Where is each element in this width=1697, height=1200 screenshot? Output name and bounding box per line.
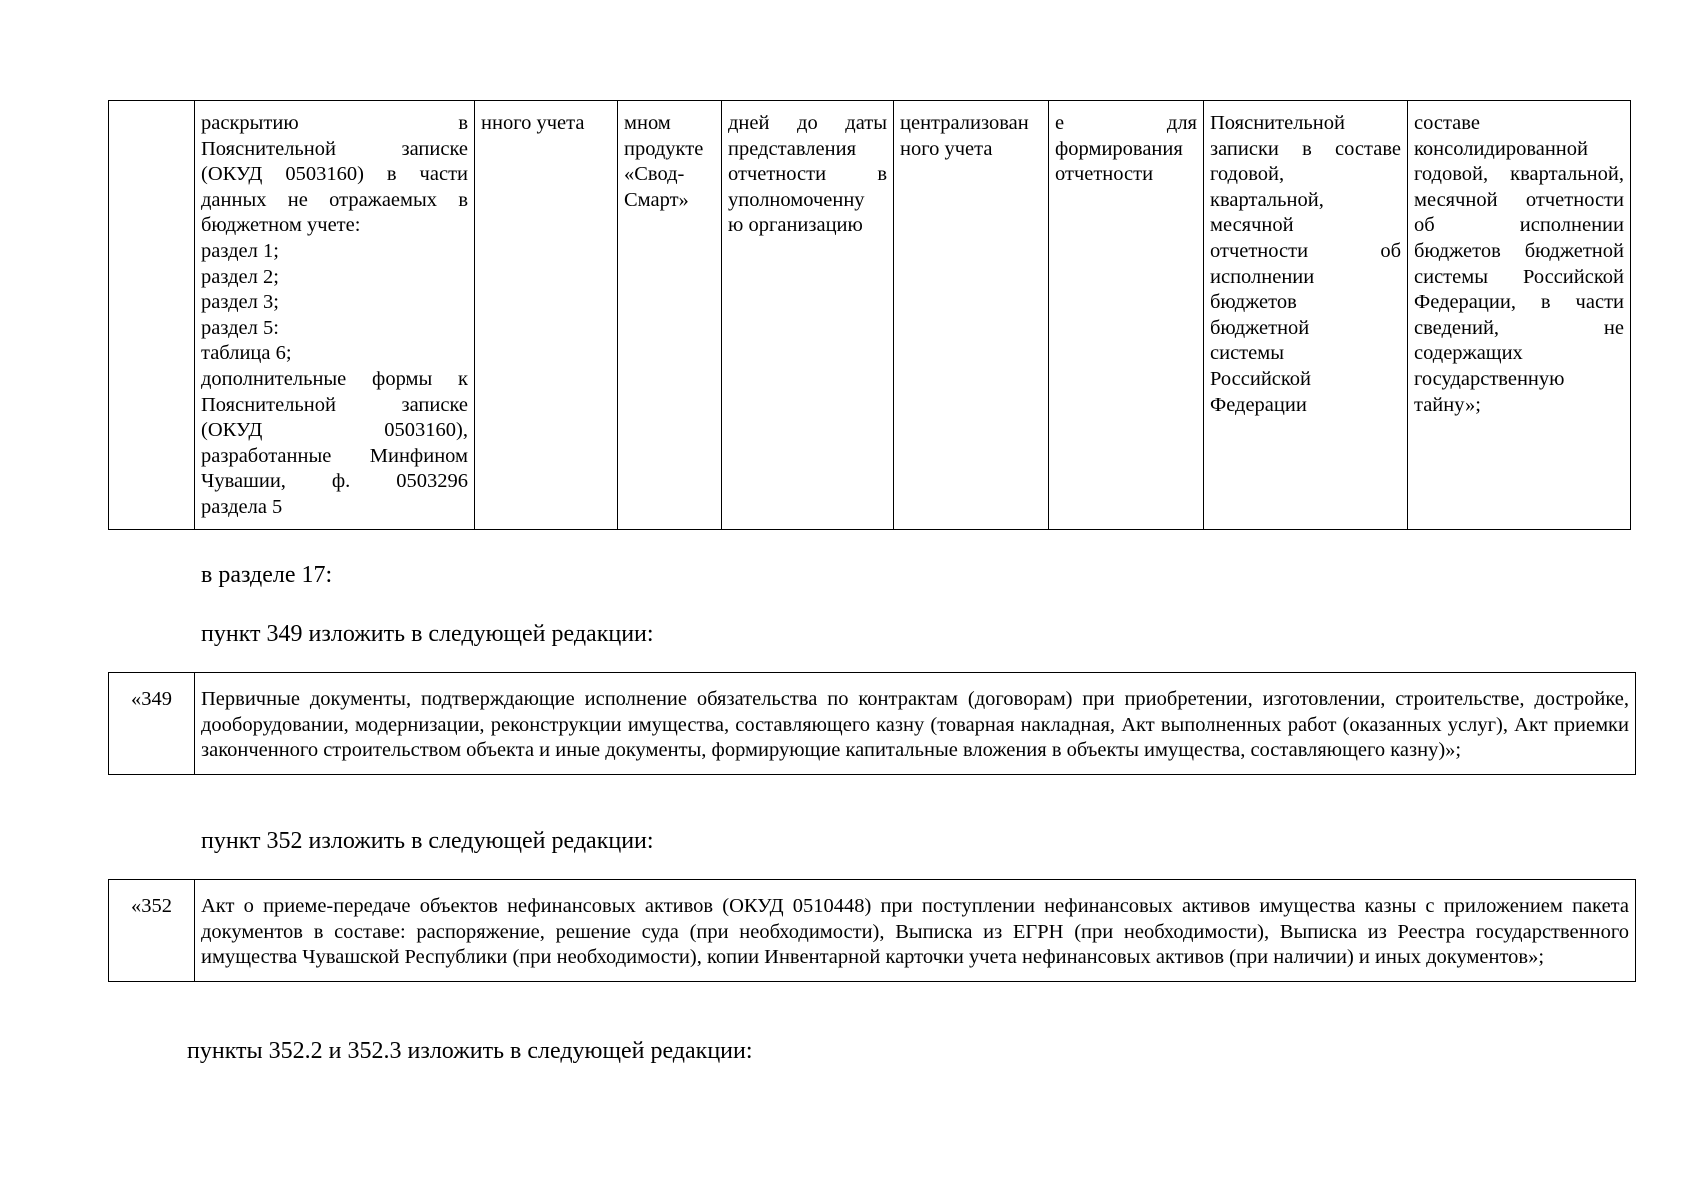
paragraph-352-intro: пункт 352 изложить в следующей редакции: bbox=[201, 828, 654, 854]
cell-accounting: нного учета bbox=[475, 101, 618, 530]
cell-centralized: централизован ного учета bbox=[894, 101, 1049, 530]
table-row bbox=[109, 101, 1631, 530]
paragraph-349-intro: пункт 349 изложить в следующей редакции: bbox=[201, 621, 654, 647]
table-row bbox=[109, 880, 1636, 982]
item-text: Первичные документы, подтверждающие исполнение обязательства по контрактам (договорам) при приобретении, изготовлении, строительстве, достройке, дооборудовании, модернизации, реконструкции имущества, составляющего казну (товарная накладная, Акт выполненных работ (оказанных услуг), Акт приемки законченного строительством объекта и иные документы, формирующие капитальные вложения в объекты имущества, составляющего казну)»; bbox=[195, 673, 1636, 775]
cell-deadline: дней до даты представления отчетности в уполномоченну ю организацию bbox=[722, 101, 894, 530]
cell-number bbox=[109, 101, 195, 530]
cell-description: раскрытию в Пояснительной записке (ОКУД 0503160) в части данных не отражаемых в бюджетном учете: раздел 1; раздел 2; раздел 3; раздел 5: таблица 6; дополнительные формы к Пояснительной записке (ОКУД 0503160), разработанные Минфином Чувашии, ф. 0503296 раздела 5 bbox=[195, 101, 475, 530]
cell-purpose: е для формирования отчетности bbox=[1049, 101, 1204, 530]
cell-software: мном продукте «Свод- Смарт» bbox=[618, 101, 722, 530]
continued-table bbox=[108, 100, 1631, 530]
table-item-352 bbox=[108, 879, 1636, 982]
table-row bbox=[109, 673, 1636, 775]
cell-explanatory-note: Пояснительной записки в составе годовой, квартальной, месячной отчетности об исполнении бюджетов бюджетной системы Российской Федерации bbox=[1204, 101, 1408, 530]
section-heading: в разделе 17: bbox=[201, 562, 333, 588]
item-number: «352 bbox=[109, 880, 195, 982]
item-text: Акт о приеме-передаче объектов нефинансовых активов (ОКУД 0510448) при поступлении нефинансовых активов имущества казны с приложением пакета документов в составе: распоряжение, решение суда (при необходимости), Выписка из ЕГРН (при необходимости), Выписка из Реестра государственного имущества Чувашской Республики (при необходимости), копии Инвентарной карточки учета нефинансовых активов (при наличии) и иных документов»; bbox=[195, 880, 1636, 982]
table-item-349 bbox=[108, 672, 1636, 775]
paragraph-352-2-intro: пункты 352.2 и 352.3 изложить в следующей редакции: bbox=[187, 1038, 753, 1064]
item-number: «349 bbox=[109, 673, 195, 775]
cell-consolidated: составе консолидированной годовой, квартальной, месячной отчетности об исполнении бюджетов бюджетной системы Российской Федерации, в части сведений, не содержащих государственную тайну»; bbox=[1408, 101, 1631, 530]
